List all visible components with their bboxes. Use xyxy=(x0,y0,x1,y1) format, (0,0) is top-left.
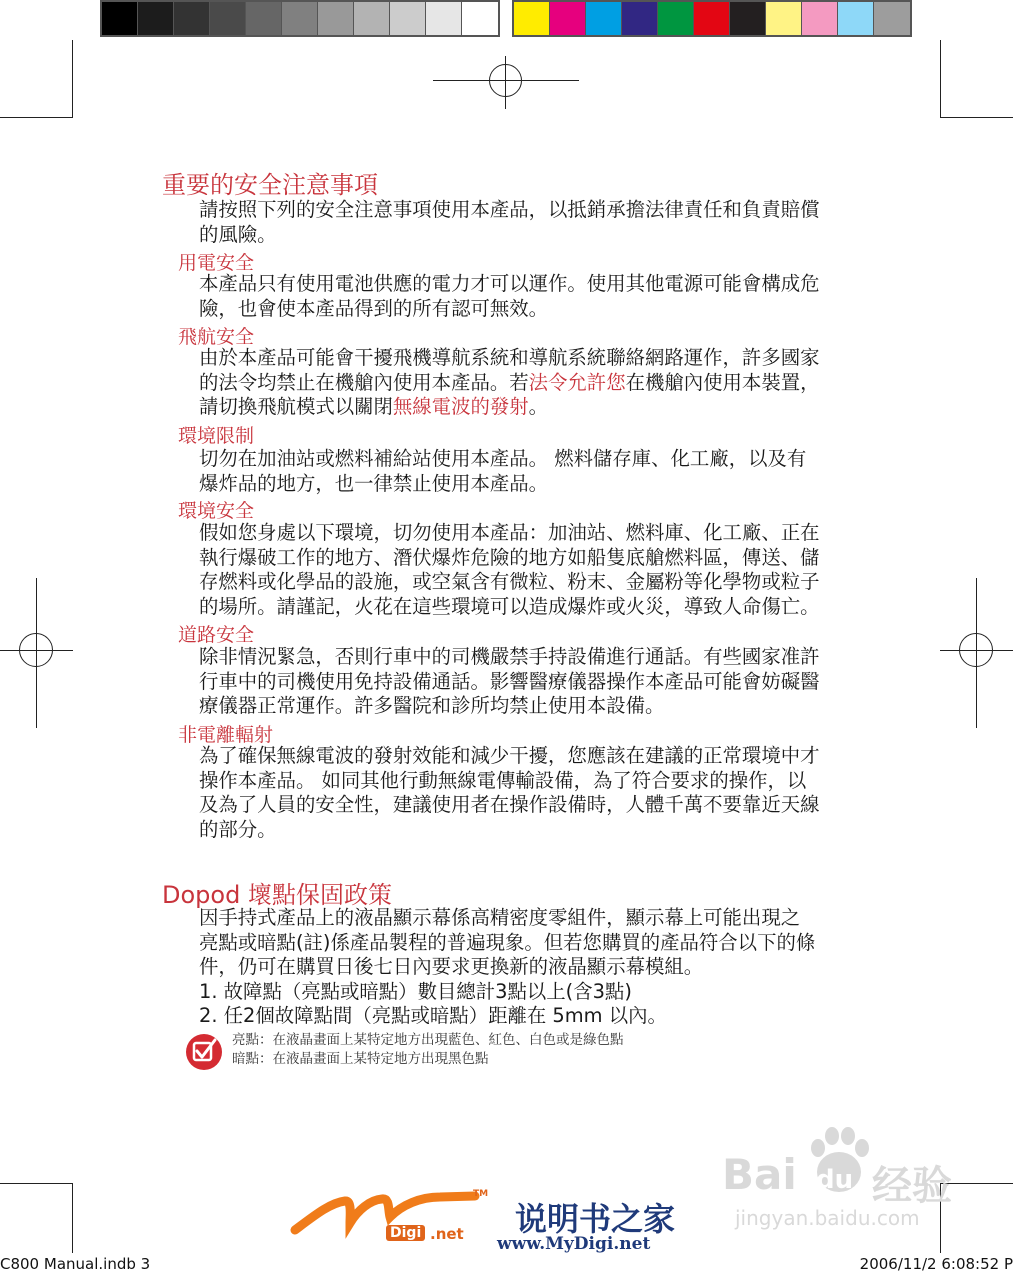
gray-swatch xyxy=(210,2,246,35)
text-line: 操作本產品。 如同其他行動無線電傳輸設備，為了符合要求的操作，以 xyxy=(199,768,807,792)
heading-radiation: 非電離輻射 xyxy=(178,724,274,746)
baidu-du: du xyxy=(816,1165,854,1195)
dopod-body xyxy=(199,906,867,1029)
footer-timestamp: 2006/11/2 6:08:52 P xyxy=(859,1255,1013,1273)
heading-env-safety: 環境安全 xyxy=(178,500,255,522)
text-line: 為了確保無線電波的發射效能和減少干擾，您應該在建議的正常環境中才 xyxy=(199,744,820,767)
heading-electric: 用電安全 xyxy=(178,252,255,274)
color-swatch xyxy=(874,2,910,35)
footer-file-info: C800 Manual.indb 3 xyxy=(0,1255,151,1273)
gray-swatch xyxy=(390,2,426,35)
safety-intro xyxy=(199,198,867,247)
text-line: 切勿在加油站或燃料補給站使用本產品。 燃料儲存庫、化工廠，以及有 xyxy=(199,447,807,470)
gray-swatch xyxy=(102,2,138,35)
text-line: 執行爆破工作的地方、潛伏爆炸危險的地方如船隻底艙燃料區，傳送、儲 xyxy=(199,545,820,569)
text-line: 請按照下列的安全注意事項使用本產品，以抵銷承擔法律責任和負責賠償 xyxy=(199,198,820,221)
text-line: 及為了人員的安全性，建議使用者在操作設備時，人體千萬不要靠近天線 xyxy=(199,793,820,817)
color-swatch xyxy=(694,2,730,35)
text-line: 險，也會使本產品得到的所有認可無效。 xyxy=(199,296,549,320)
mydigi-url: www.MyDigi.net xyxy=(497,1234,651,1254)
text-line: 存燃料或化學品的設施，或空氣含有微粒、粉末、金屬粉等化學物或粒子 xyxy=(199,570,820,594)
env-safety-body xyxy=(199,521,867,619)
color-swatch xyxy=(514,2,550,35)
gray-swatch xyxy=(174,2,210,35)
text-line: 由於本產品可能會干擾飛機導航系統和導航系統聯絡網路運作，許多國家 xyxy=(199,346,820,369)
text-line: 爆炸品的地方，也一律禁止使用本產品。 xyxy=(199,471,549,495)
text-line: 的部分。 xyxy=(199,817,277,841)
registration-mark-circle xyxy=(489,64,522,97)
crop-mark xyxy=(0,1183,73,1184)
text-line: 亮點或暗點(註)係產品製程的普遍現象。但若您購買的產品符合以下的條 xyxy=(199,930,816,954)
color-swatch xyxy=(622,2,658,35)
text-line: 療儀器正常運作。許多醫院和診所均禁止使用本設備。 xyxy=(199,694,665,718)
gray-swatch xyxy=(354,2,390,35)
color-swatch xyxy=(586,2,622,35)
mydigi-logo xyxy=(290,1185,490,1245)
gray-swatch xyxy=(138,2,174,35)
safety-title: 重要的安全注意事項 xyxy=(162,171,378,199)
text-span: 請切換飛航模式以關閉 xyxy=(199,395,393,419)
crop-mark xyxy=(0,117,73,118)
note-bright: 亮點：在液晶畫面上某特定地方出現藍色、紅色、白色或是綠色點 xyxy=(232,1032,624,1048)
crop-mark xyxy=(72,1183,73,1253)
color-swatch xyxy=(550,2,586,35)
text-span: 。 xyxy=(528,395,549,419)
gray-swatch xyxy=(426,2,462,35)
color-swatch xyxy=(838,2,874,35)
list-item: 2. 任2個故障點間（亮點或暗點）距離在 5mm 以內。 xyxy=(199,1004,667,1028)
text-span: 在機艙內使用本裝置， xyxy=(625,370,820,394)
color-swatch xyxy=(802,2,838,35)
env-limit-body xyxy=(199,447,867,496)
crop-mark xyxy=(940,117,1013,118)
color-bar xyxy=(512,0,912,37)
list-item: 1. 故障點（亮點或暗點）數目總計3點以上(含3點) xyxy=(199,979,632,1003)
heading-env-limit: 環境限制 xyxy=(178,425,255,447)
heading-flight: 飛航安全 xyxy=(178,326,255,348)
crop-mark xyxy=(940,40,941,118)
checkbox-note-icon xyxy=(184,1033,224,1075)
highlight-text: 法令允許您 xyxy=(528,370,626,394)
registration-mark-circle xyxy=(959,633,993,667)
mydigi-net: .net xyxy=(430,1225,464,1243)
grayscale-bar xyxy=(100,0,500,37)
text-line: 的風險。 xyxy=(199,222,277,246)
registration-mark-circle xyxy=(19,633,53,667)
gray-swatch xyxy=(246,2,282,35)
gray-swatch xyxy=(318,2,354,35)
radiation-body xyxy=(199,744,867,842)
text-line: 假如您身處以下環境，切勿使用本產品：加油站、燃料庫、化工廠、正在 xyxy=(199,521,820,544)
highlight-text: 無線電波的發射 xyxy=(392,395,529,419)
text-line: 件，仍可在購買日後七日內要求更換新的液晶顯示幕模組。 xyxy=(199,955,704,979)
mydigi-tm: TM xyxy=(473,1189,489,1199)
color-swatch xyxy=(658,2,694,35)
mydigi-digi: Digi xyxy=(386,1225,425,1241)
text-line: 本產品只有使用電池供應的電力才可以運作。使用其他電源可能會構成危 xyxy=(199,272,820,295)
text-span: 的法令均禁止在機艙內使用本產品。若 xyxy=(199,370,529,394)
text-line: 因手持式產品上的液晶顯示幕係高精密度零組件，顯示幕上可能出現之 xyxy=(199,906,801,929)
text-line xyxy=(199,371,867,396)
text-line xyxy=(199,395,867,420)
baidu-url: jingyan.baidu.com xyxy=(735,1206,920,1230)
electric-body xyxy=(199,272,867,321)
color-swatch xyxy=(766,2,802,35)
text-line: 的場所。請謹記，火花在這些環境可以造成爆炸或火災，導致人命傷亡。 xyxy=(199,594,820,618)
note-dark: 暗點：在液晶畫面上某特定地方出現黑色點 xyxy=(232,1051,489,1067)
color-swatch xyxy=(730,2,766,35)
baidu-jingyan: 经验 xyxy=(872,1163,952,1209)
heading-road: 道路安全 xyxy=(178,624,255,646)
gray-swatch xyxy=(282,2,318,35)
crop-mark xyxy=(72,40,73,118)
mydigi-title: 说明书之家 xyxy=(515,1200,676,1238)
gray-swatch xyxy=(462,2,498,35)
baidu-bai: Bai xyxy=(722,1150,797,1199)
text-line: 除非情況緊急，否則行車中的司機嚴禁手持設備進行通話。有些國家准許 xyxy=(199,645,820,668)
dopod-title: Dopod 壞點保固政策 xyxy=(162,881,392,909)
road-body xyxy=(199,645,867,719)
flight-body xyxy=(199,346,867,420)
text-line: 行車中的司機使用免持設備通話。影響醫療儀器操作本產品可能會妨礙醫 xyxy=(199,669,820,693)
